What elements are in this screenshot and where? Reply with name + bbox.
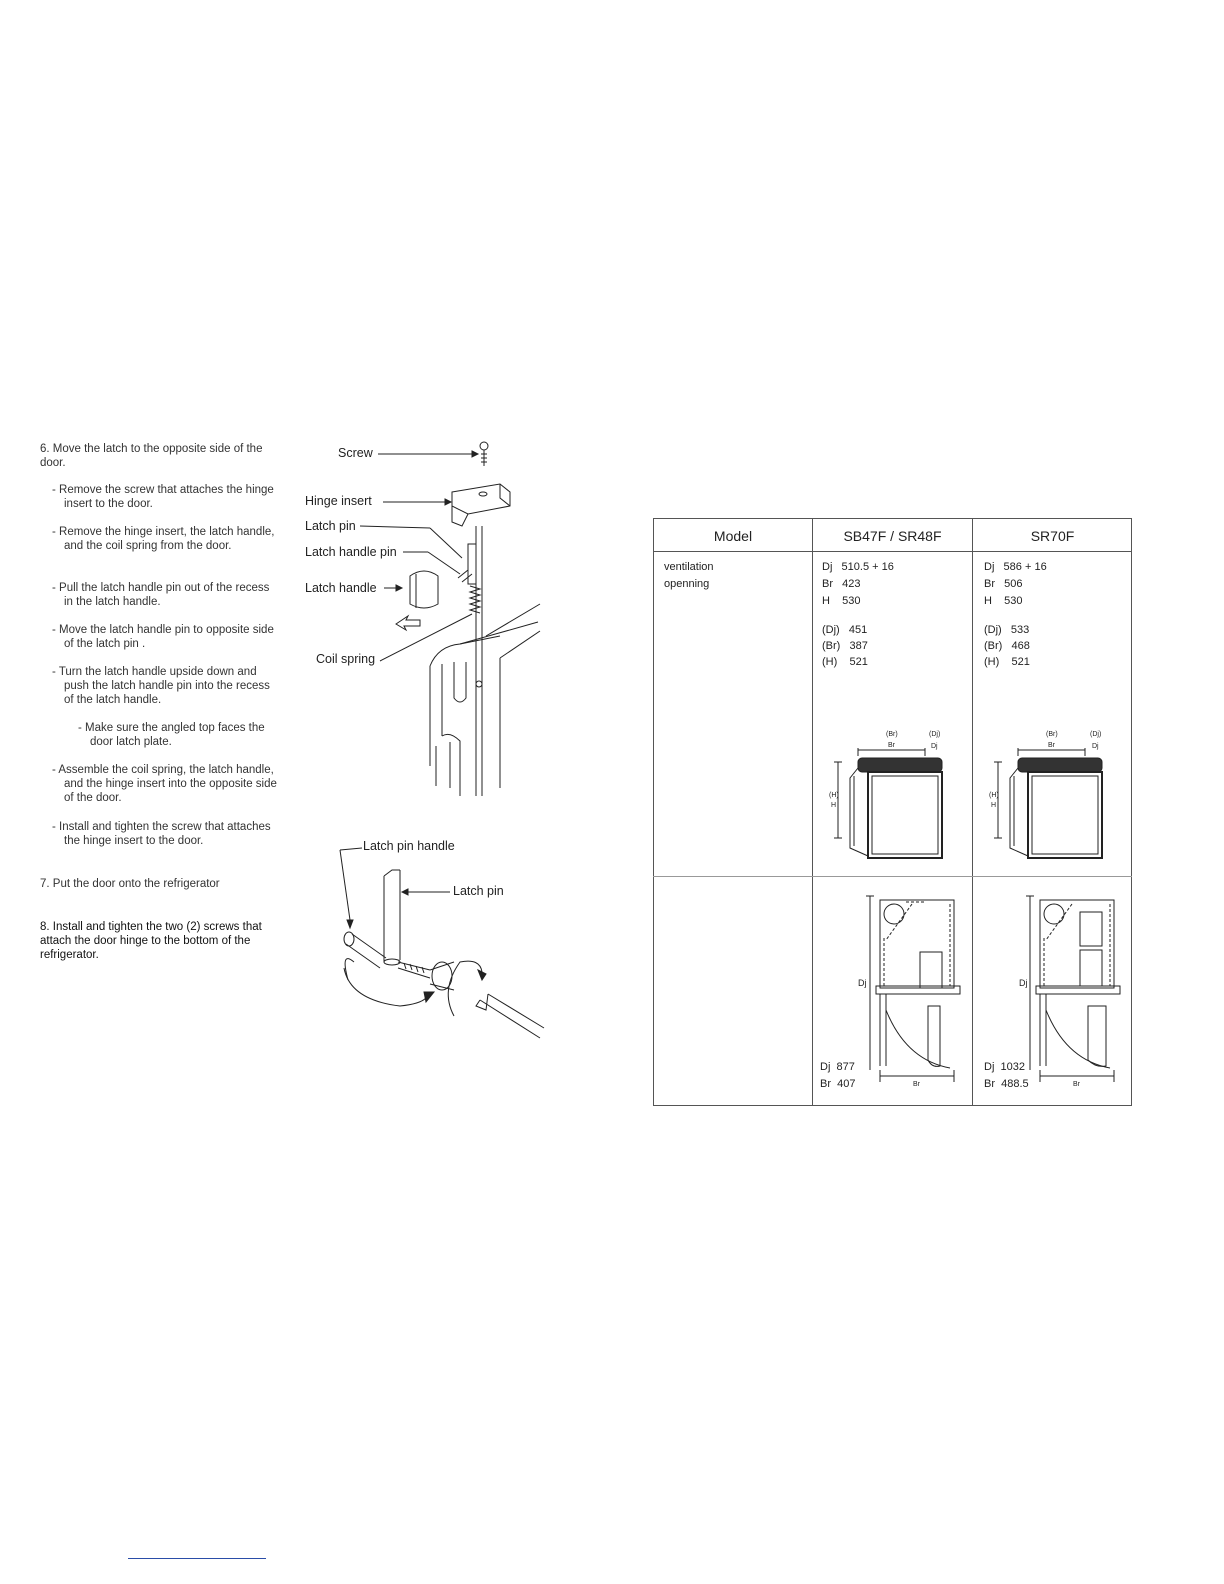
col2-fig-h-paren: (H): [989, 792, 999, 799]
label-latch-pin-2: Latch pin: [453, 884, 504, 898]
step-6-sub-5a: - Make sure the angled top faces the door latch plate.: [78, 722, 265, 748]
col2-fig-dj-paren: (Dj): [1090, 731, 1102, 738]
table-header-rule: [653, 551, 1132, 552]
latch-assembly-diagram: [300, 436, 550, 816]
col2-fig-br-paren: (Br): [1046, 731, 1058, 738]
col2-fig-dj: Dj: [1092, 743, 1099, 750]
step-6-sub-3: - Pull the latch handle pin out of the recess in the latch handle.: [52, 582, 270, 608]
step-6-sub-7: - Install and tighten the screw that attaches the hinge insert to the door.: [52, 821, 271, 847]
header-sb47f-sr48f: SB47F / SR48F: [843, 528, 942, 544]
col2-br-inner: (Br) 468: [984, 640, 1030, 652]
col2-front-figure: [990, 748, 1110, 860]
col2-br-small: Br: [1073, 1081, 1080, 1088]
col2-dj: Dj 586 + 16: [984, 561, 1047, 573]
col1-depth-label: Dj: [858, 978, 867, 988]
step-8: 8. Install and tighten the two (2) screws that attach the door hinge to the bottom of the refrigerator.: [40, 921, 262, 961]
step-6: 6. Move the latch to the opposite side of the door.: [40, 443, 263, 469]
label-latch-pin-handle: Latch pin handle: [363, 839, 455, 853]
label-latch-handle: Latch handle: [305, 581, 377, 595]
step-6-sub-6: - Assemble the coil spring, the latch handle, and the hinge insert into the opposite side of the door.: [52, 764, 277, 804]
col2-dj-inner: (Dj) 533: [984, 624, 1030, 636]
col1-side-figure: [866, 890, 962, 1086]
step-6-sub-2: - Remove the hinge insert, the latch handle, and the coil spring from the door.: [52, 526, 275, 552]
col1-br: Br 423: [822, 578, 861, 590]
col1-br-small: Br: [913, 1081, 920, 1088]
label-latch-pin: Latch pin: [305, 519, 356, 533]
col2-bottom-dj: Dj 1032: [984, 1061, 1025, 1073]
table-divider-2: [972, 518, 973, 1106]
step-6-sub-4: - Move the latch handle pin to opposite side of the latch pin .: [52, 624, 274, 650]
step-6-sub-1: - Remove the screw that attaches the hinge insert to the door.: [52, 484, 274, 510]
col1-fig-h: H: [831, 802, 837, 809]
header-model: Model: [713, 528, 753, 544]
col2-fig-h: H: [991, 802, 997, 809]
col1-bottom-dj: Dj 877: [820, 1061, 855, 1073]
label-latch-handle-pin: Latch handle pin: [305, 545, 397, 559]
col2-h: H 530: [984, 595, 1023, 607]
col2-h-inner: (H) 521: [984, 656, 1030, 668]
col2-depth-label: Dj: [1019, 978, 1028, 988]
label-screw: Screw: [338, 446, 373, 460]
row-label-openning: openning: [664, 578, 710, 590]
col2-fig-br: Br: [1048, 742, 1055, 749]
col1-fig-dj: Dj: [931, 743, 938, 750]
table-row-rule: [653, 876, 1132, 877]
footer-rule: [128, 1558, 266, 1559]
col1-bottom-br: Br 407: [820, 1078, 856, 1090]
col1-fig-dj-paren: (Dj): [929, 731, 941, 738]
col1-dj: Dj 510.5 + 16: [822, 561, 894, 573]
col1-front-figure: [830, 748, 950, 860]
col1-dj-inner: (Dj) 451: [822, 624, 868, 636]
col2-br: Br 506: [984, 578, 1023, 590]
label-coil-spring: Coil spring: [316, 652, 376, 666]
col1-fig-br-paren: (Br): [886, 731, 898, 738]
row-label-ventilation: ventilation: [664, 561, 714, 573]
col2-side-figure: [1026, 890, 1122, 1086]
col1-fig-h-paren: (H): [829, 792, 839, 799]
step-7: 7. Put the door onto the refrigerator: [40, 878, 220, 890]
col1-fig-br: Br: [888, 742, 895, 749]
step-6-sub-5: - Turn the latch handle upside down and push the latch handle pin into the recess of the latch handle.: [52, 666, 270, 706]
col1-h: H 530: [822, 595, 861, 607]
label-hinge-insert: Hinge insert: [305, 494, 372, 508]
table-divider-1: [812, 518, 813, 1106]
col1-br-inner: (Br) 387: [822, 640, 868, 652]
header-sr70f: SR70F: [1030, 528, 1075, 544]
latch-pin-diagram: [330, 840, 550, 1040]
col2-bottom-br: Br 488.5: [984, 1078, 1029, 1090]
col1-h-inner: (H) 521: [822, 656, 868, 668]
